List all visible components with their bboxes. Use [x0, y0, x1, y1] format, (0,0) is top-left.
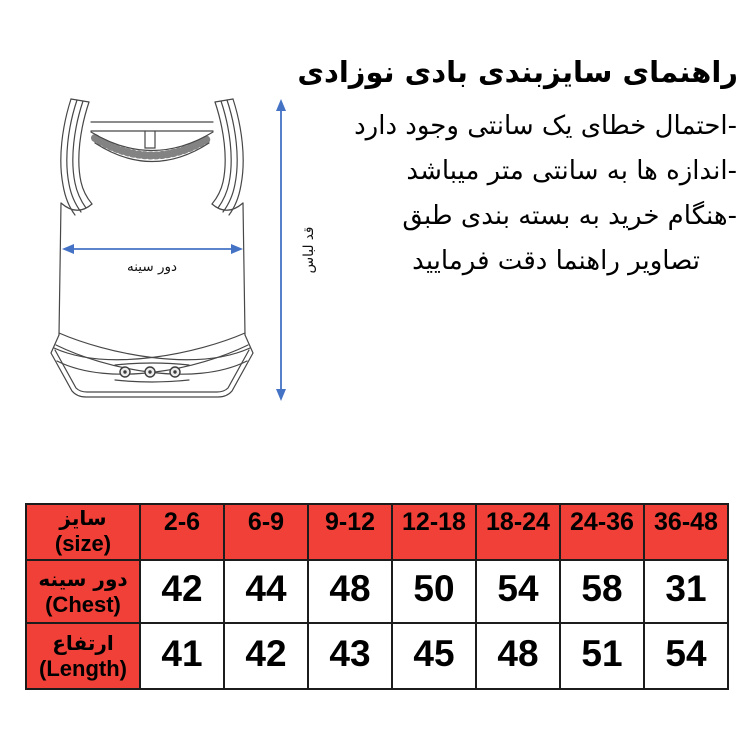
- length-measure-label: قد لباس: [301, 226, 317, 274]
- col-header-2: 6-9: [224, 504, 308, 560]
- col-header-6: 24-36: [560, 504, 644, 560]
- length-value-2: 42: [224, 623, 308, 689]
- chest-label-en: (Chest): [45, 591, 121, 617]
- note-line-4: تصاویر راهنما دقت فرمایید: [412, 246, 700, 276]
- length-label-cell: [26, 623, 140, 689]
- length-arrow: [276, 99, 286, 401]
- length-label-en: (Length): [39, 656, 127, 681]
- table-row-chest: [26, 560, 728, 623]
- chest-value-1: 42: [140, 560, 224, 623]
- col-header-4: 12-18: [392, 504, 476, 560]
- size-header-en: (size): [54, 531, 112, 556]
- chest-value-5: 54: [476, 560, 560, 623]
- note-line-1: -احتمال خطای یک سانتی وجود دارد: [354, 111, 737, 141]
- col-header-7: 36-48: [644, 504, 728, 560]
- bodysuit-diagram: [25, 85, 325, 415]
- chest-measure-label: دور سینه: [126, 259, 178, 275]
- chest-arrow: [62, 244, 243, 254]
- col-header-5: 18-24: [476, 504, 560, 560]
- chest-value-4: 50: [392, 560, 476, 623]
- size-table: [25, 503, 729, 690]
- length-value-4: 45: [392, 623, 476, 689]
- col-header-1: 2-6: [140, 504, 224, 560]
- length-value-3: 43: [308, 623, 392, 689]
- chest-label-cell: [26, 560, 140, 623]
- note-line-2: -اندازه ها به سانتی متر میباشد: [406, 156, 737, 186]
- length-value-7: 54: [644, 623, 728, 689]
- length-value-5: 48: [476, 623, 560, 689]
- chest-value-3: 48: [308, 560, 392, 623]
- table-header-row: [26, 504, 728, 560]
- length-value-6: 51: [560, 623, 644, 689]
- chest-value-6: 58: [560, 560, 644, 623]
- notes-block: [354, 104, 737, 284]
- size-header-cell: [26, 504, 140, 560]
- size-header-fa: سایز: [59, 506, 107, 530]
- bodysuit-outline: [51, 99, 253, 397]
- page-title: راهنمای سایزبندی بادی نوزادی: [297, 55, 738, 89]
- length-value-1: 41: [140, 623, 224, 689]
- col-header-3: 9-12: [308, 504, 392, 560]
- note-line-3: -هنگام خرید به بسته بندی طبق: [402, 201, 737, 231]
- chest-value-7: 31: [644, 560, 728, 623]
- length-label-fa: ارتفاع: [52, 631, 114, 655]
- chest-label-fa: دور سینه: [38, 566, 128, 591]
- table-row-length: [26, 623, 728, 689]
- chest-value-2: 44: [224, 560, 308, 623]
